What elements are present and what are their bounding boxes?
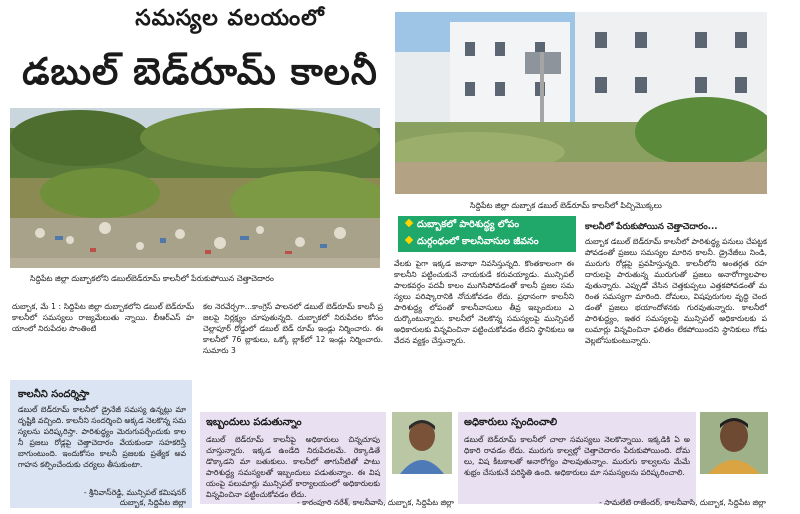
resident-portrait-2 [700,412,768,474]
quote2-body: డబుల్ బెడ్‌రూమ్ కాలనీలో చాలా సమస్యలు నెలకొన్నాయి. ఇక్కడికి ఏ అధికారి రావడం లేదు. మురుగు కాల్వల్లో చెత్తాచెదారం పేరుకుపోయింది. దోమలు, విష కీటకాలతో అనారోగ్యం పాలవుతున్నాం. మురుగు కాల్వలను మేమే శుభ్రం చేసుకునే పరిస్థితి ఉంది. అధికారులు మా సమస్యలను పరిష్కరించాలి. [464,435,690,477]
photo-right-caption: సిద్దిపేట జిల్లా దుబ్బాక డబుల్ బెడ్‌రూమ్ కాలనీలో పిచ్చిమొక్కలు [470,201,662,210]
kicker: సమస్యల వలయంలో [135,6,325,31]
sidebar-title: కాలనీని సందర్శిస్తా [18,389,90,400]
resident-quote-1 [200,412,386,504]
photo-left-caption: సిద్దిపేట జిల్లా దుబ్బాకలోని డబుల్‌బెడ్‌రూమ్ కాలనీలో పేరుకుపోయిన చెత్తాచెదారం [30,274,274,283]
highlights-box [398,216,576,252]
headline: డబుల్ బెడ్‌రూమ్ కాలనీ [22,50,378,93]
body-column-3: వేలకు పైగా ఇక్కడ జనాభా నివసిస్తున్నది. కొంతకాలంగా ఈ కాలనీని పట్టించుకునే నాయకుడే కరువయ్యాడు. మున్సిపల్ పాలకవర్గం పదవీ కాలం ముగిసిపోవడంతో కాలనీ ప్రజల సమస్యలు పరిష్కారానికి నోచుకోవడం లేదు. ప్రధానంగా కాలనీని పారిశుద్ధ్య లోపంతో కాలనీవాసులు తీవ్ర ఇబ్బందులు ఎదుర్కొంటున్నారు. కాలనీలో నెలకొన్న సమస్యలపై మున్సిపల్ అధికారులకు విన్నవించినా పట్టించుకోవడం లేదని స్థానికులు ఆవేదన వ్యక్తం చేస్తున్నారు. [394,259,574,345]
quote2-title: అధికారులు స్పందించాలి [464,417,558,428]
intro-column-1: దుబ్బాక, మే 1 : సిద్దిపేట జిల్లా దుబ్బాకలోని డబుల్ బెడ్‌రూమ్ కాలనీలో సమస్యలు రాజ్యమేలుతు న్నాయి. బీఆర్ఎస్ హయాంలో నిరుపేదల సొంతింటి [12,302,194,333]
quote1-signature: - కారంపూరి నరేశ్, కాలనీవాసి, దుబ్బాక, సిద్దిపేట జిల్లా [296,498,454,507]
quote1-body: డబుల్ బెడ్‌రూమ్ కాలనీపై అధికారులు చిన్నచూపు చూస్తున్నారు. ఇక్కడ ఉండేది నిరుపేదలమే. రెక్కాడితే డొక్కాడని మా బతుకులు. కాలనీలో తాగునీటితో పాటు పారిశుద్ధ్య సమస్యలతో ఇబ్బందులు పడుతున్నాం. ఈ విషయంపై పలుమార్లు మున్సిపల్ కార్యాలయంలో అధికారులకు విన్నవించినా పట్టించుకోవడం లేదు. [206,435,380,499]
resident-portrait-1 [392,412,452,474]
resident-quote-2 [458,412,696,504]
intro-column-2: కల నెరవేర్చగా...కాంగ్రెస్ పాలనలో డబుల్ బెడ్‌రూమ్ కాలనీ ప్రజలపై నిర్లక్ష్యం చూపుతున్నది. దుబ్బాకలో నిరుపేదల కోసం చెల్లాపూర్ రోడ్డులో డబుల్ బెడ్ రూమ్ ఇండ్లు నిర్మించారు. ఈ కాలనీలో 76 బ్లాకులు, ఒక్కో బ్లాక్‌లో 12 ఇండ్లు నిర్మించారు. సుమారు 3 [203,302,383,355]
quote2-signature: - సామలేటి రాజేందర్, కాలనీవాసి, దుబ్బాక, సిద్దిపేట జిల్లా [599,498,766,507]
quote1-title: ఇబ్బందులు పడుతున్నాం [206,417,302,428]
commissioner-sidebar [10,380,192,508]
body-column-4: దుబ్బాక డబుల్ బెడ్‌రూమ్ కాలనీలో పారిశుద్ధ్య పనులు చేపట్టకపోవడంతో ప్రజలు సమస్యల మారిన కాలనీ. డ్రైనేజీలు నిండి, మురుగు రోడ్లపై ప్రవహిస్తున్నది. కాలనీలోని అంతర్గత రహదారులపై పారుతున్న మురుగుతో ప్రజలు అనారోగ్యాలపాలవుతున్నారు. ఎప్పుడో వేసిన చెత్తకుప్పలు ఎత్తకపోవడంతో మరింత సమస్యగా మారింది. దోమలు, విషపురుగుల వృద్ధి చెందడంతో ప్రజలు భయాందోళనకు గురవుతున్నారు. కాలనీలో పారిశుద్ధ్యం, ఇతర సమస్యలపై మున్సిపల్ అధికారులకు పలుమార్లు విన్నవించినా ఫలితం లేకపోయిందని స్థానికులు గోడు వెల్లబోసుకుంటున్నారు. [585,237,767,345]
highlight-item: దుబ్బాకలో పారిశుద్ధ్య లోపం [398,216,576,233]
sidebar-signature: - శ్రీనివాస్‌రెడ్డి, మున్సిపల్ కమిషనర్ దుబ్బాక, సిద్దిపేట జిల్లా [83,488,186,507]
highlight-item: దుర్గంధంలో కాలనీవాసుల జీవనం [398,233,576,250]
diamond-bullet-icon [405,219,413,227]
col4-subhead: కాలనీలో పేరుకుపోయిన చెత్తాచెదారం... [585,222,718,232]
photo-garbage-dump [10,108,380,268]
photo-apartment-blocks [395,12,767,194]
sidebar-body: డబుల్ బెడ్‌రూమ్ కాలనీలో డ్రైనేజీ సమస్య ఉన్నట్లు మా దృష్టికి వచ్చింది. కాలనీని సందర్శించి అక్కడ నెలకొన్న సమస్యలను పరిష్కరిస్తా. పారిశుద్ధ్యం మెరుగుపర్చేందుకు కాలనీ ప్రజలు రోడ్లపై చెత్తాచెదారం వేయకుండా సహకరిస్తే బాగుంటుంది. ఇందుకోసం కాలనీ ప్రజలకు ప్రత్యేక అవగాహన కల్పించేందుకు చర్యలు తీసుకుంటా. [18,405,186,469]
diamond-bullet-icon [405,236,413,244]
